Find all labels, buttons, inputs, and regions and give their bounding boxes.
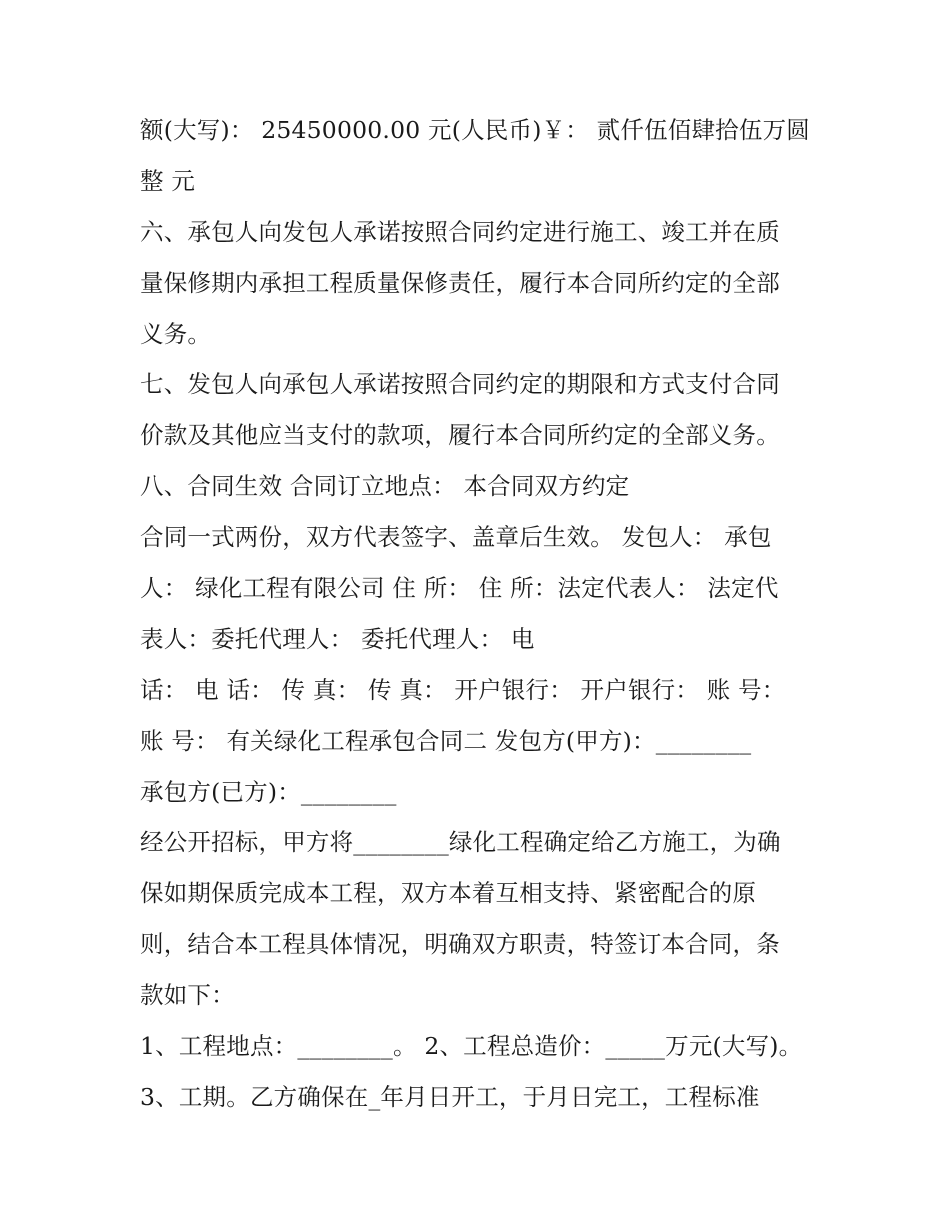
text-line: 1、工程地点：________。 2、工程总造价：_____万元(大写)。 <box>140 1032 803 1061</box>
text-line: 表人：委托代理人： 委托代理人： 电 <box>140 624 535 653</box>
text-line: 账 号： 有关绿化工程承包合同二 发包方(甲方)：________ <box>140 726 752 755</box>
text-line: 经公开招标，甲方将________绿化工程确定给乙方施工，为确 <box>140 828 781 857</box>
text-line: 话： 电 话： 传 真： 传 真： 开户银行： 开户银行： 账 号： <box>140 675 786 704</box>
text-line: 3、工期。乙方确保在_年月日开工，于月日完工，工程标准 <box>140 1082 760 1111</box>
text-line: 则，结合本工程具体情况，明确双方职责，特签订本合同，条 <box>140 930 780 959</box>
text-line: 价款及其他应当支付的款项，履行本合同所约定的全部义务。 <box>140 421 780 450</box>
contract-text <box>140 105 820 1123</box>
text-line: 款如下： <box>140 981 235 1010</box>
text-line: 承包方(已方)：________ <box>140 777 397 806</box>
text-line: 保如期保质完成本工程，双方本着互相支持、紧密配合的原 <box>140 879 757 908</box>
text-line: 七、发包人向承包人承诺按照合同约定的期限和方式支付合同 <box>140 370 780 399</box>
text-line: 额(大写)： 25450000.00 元(人民币)￥： 贰仟伍佰肆拾伍万圆 <box>140 116 810 144</box>
text-line: 八、合同生效 合同订立地点： 本合同双方约定 <box>140 472 630 501</box>
text-line: 六、承包人向发包人承诺按照合同约定进行施工、竣工并在质 <box>140 217 780 246</box>
text-line: 人： 绿化工程有限公司 住 所： 住 所：法定代表人： 法定代 <box>140 574 779 603</box>
text-line: 义务。 <box>140 319 212 348</box>
text-line: 整 元 <box>140 166 196 195</box>
text-line: 量保修期内承担工程质量保修责任，履行本合同所约定的全部 <box>140 268 780 297</box>
text-line: 合同一式两份，双方代表签字、盖章后生效。 发包人： 承包 <box>140 523 772 552</box>
